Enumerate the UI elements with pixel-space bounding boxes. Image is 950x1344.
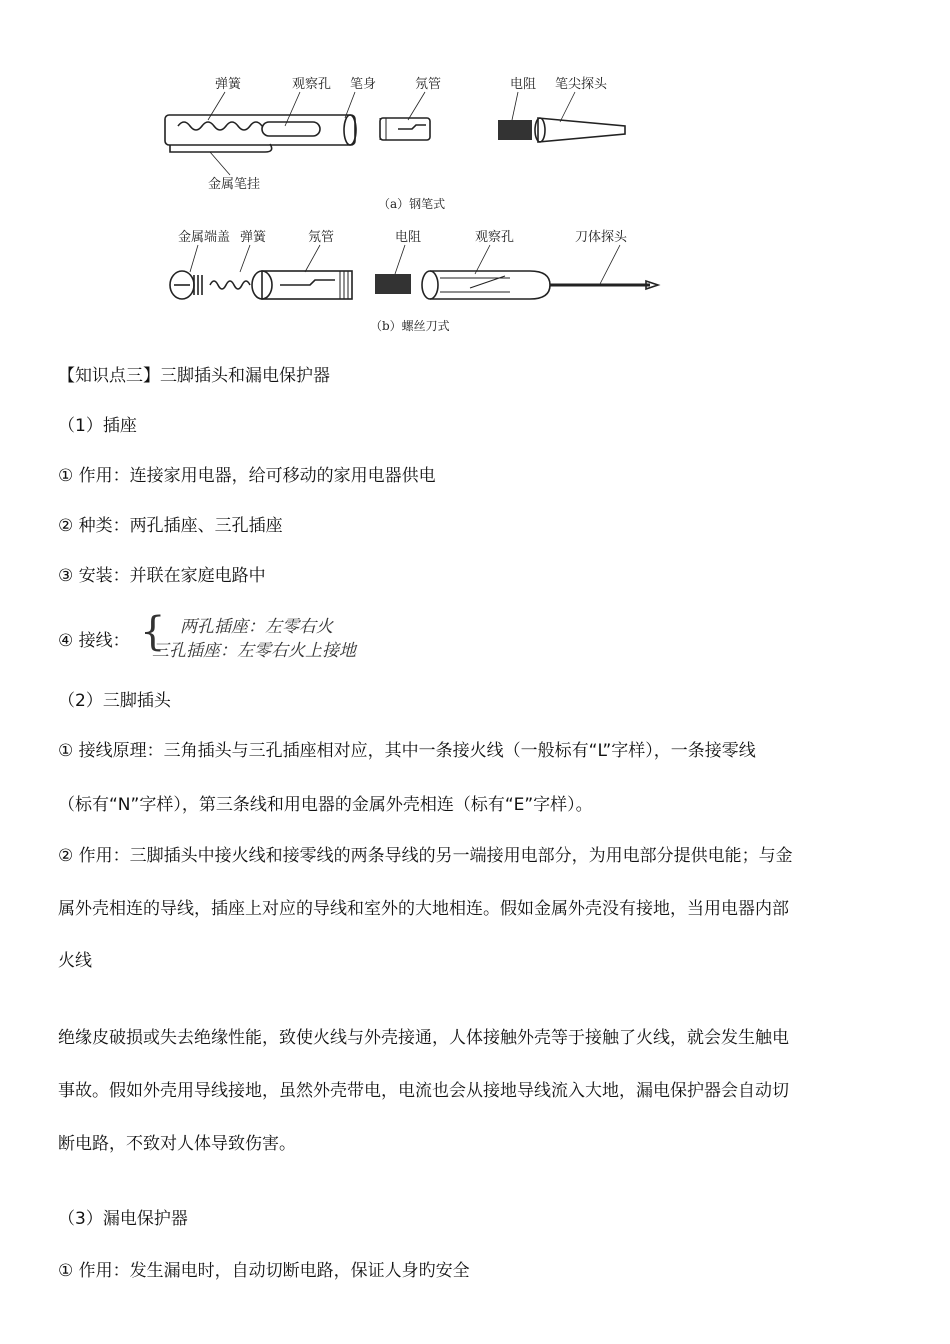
plug-explain-line1: 绝缘皮破损或失去绝缘性能，致使火线与外壳接通，人体接触外壳等于接触了火线，就会发生触电	[58, 1028, 789, 1048]
resistor-a	[498, 120, 532, 140]
socket-item-types: ② 种类：两孔插座、三孔插座	[58, 516, 283, 536]
caption-b: （b）螺丝刀式	[370, 319, 450, 333]
socket-item-function: ① 作用：连接家用电器，给可移动的家用电器供电	[58, 466, 436, 486]
subsection-title-socket: （1）插座	[58, 416, 137, 436]
plug-principle-line2: （标有“N”字样），第三条线和用电器的金属外壳相连（标有“E”字样）。	[58, 795, 593, 815]
subsection-title-rcd: （3）漏电保护器	[58, 1209, 188, 1229]
label-neon-b: 氖管	[308, 230, 335, 245]
label-resistor-b: 电阻	[395, 230, 422, 245]
label-tip-a: 笔尖探头	[555, 77, 608, 92]
brace-symbol: {	[140, 609, 166, 655]
wiring-two-hole: 两孔插座：左零右火	[180, 617, 333, 637]
plug-principle-line1: ① 接线原理：三角插头与三孔插座相对应，其中一条接火线（一般标有“L”字样），一条接零线	[58, 741, 756, 761]
label-neon-a: 氖管	[415, 77, 442, 92]
socket-item-wiring-label: ④ 接线：	[58, 631, 130, 651]
plug-explain-line2: 事故。假如外壳用导线接地，虽然外壳带电，电流也会从接地导线流入大地，漏电保护器会自动切	[58, 1081, 789, 1101]
label-window-a: 观察孔	[292, 77, 332, 92]
rcd-item-function: ① 作用：发生漏电时，自动切断电路，保证人身旳安全	[58, 1261, 470, 1281]
label-blade-b: 刀体探头	[575, 230, 628, 245]
plug-function-line2: 属外壳相连的导线，插座上对应的导线和室外的大地相连。假如金属外壳没有接地，当用电器内部	[58, 899, 789, 919]
socket-item-install: ③ 安装：并联在家庭电路中	[58, 566, 266, 586]
wiring-three-hole: 三孔插座：左零右火上接地	[152, 641, 356, 661]
label-spring-a: 弹簧	[215, 77, 242, 92]
section-heading: 【知识点三】三脚插头和漏电保护器	[58, 366, 330, 386]
pen-type-a	[165, 115, 625, 152]
label-window-b: 观察孔	[475, 230, 515, 245]
pen-type-b	[170, 271, 658, 299]
label-resistor-a: 电阻	[510, 77, 537, 92]
plug-function-line3: 火线	[58, 951, 92, 971]
test-pen-figure	[150, 60, 710, 345]
plug-explain-line3: 断电路，不致对人体导致伤害。	[58, 1134, 296, 1154]
label-clip-a: 金属笔挂	[208, 177, 261, 192]
label-endcap-b: 金属端盖	[178, 230, 231, 245]
subsection-title-plug: （2）三脚插头	[58, 691, 171, 711]
label-spring-b: 弹簧	[240, 230, 267, 245]
resistor-b	[375, 274, 411, 294]
plug-function-line1: ② 作用：三脚插头中接火线和接零线的两条导线的另一端接用电部分，为用电部分提供电能；与金	[58, 846, 793, 866]
caption-a: （a）钢笔式	[378, 197, 446, 211]
label-body-a: 笔身	[350, 77, 377, 92]
